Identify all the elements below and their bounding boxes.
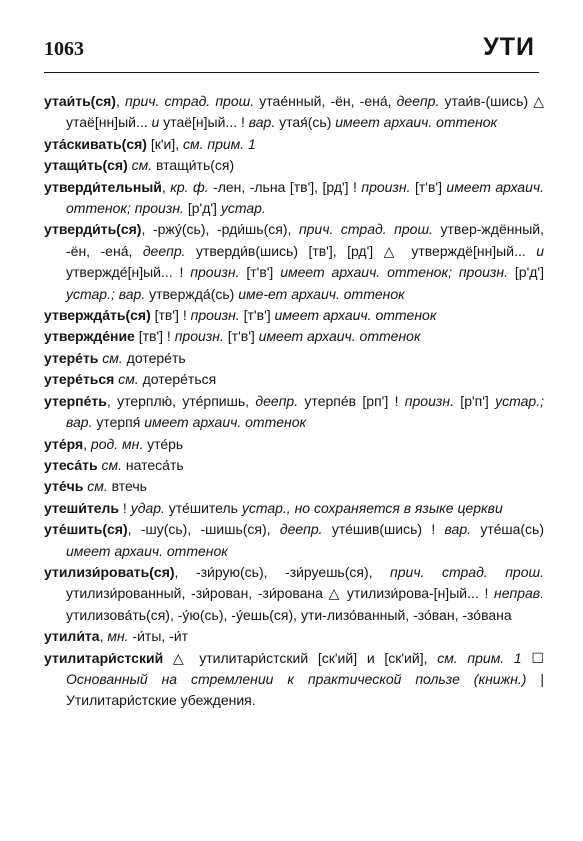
entry-note: деепр.: [396, 93, 440, 109]
entry-text: [ск'ий],: [374, 649, 438, 666]
entry-text: утерпе́в [рп'] !: [298, 392, 405, 409]
entry-text: [т'в']: [239, 307, 275, 324]
entry-text: | Утилитари́стские убеждения.: [66, 670, 544, 709]
dictionary-entry: [44, 498, 544, 519]
entry-text: дотере́ться: [138, 371, 217, 388]
entry-text: и: [366, 649, 375, 666]
dictionary-entry: [44, 177, 544, 220]
dictionary-entry: [44, 326, 544, 347]
entry-note: вар.: [248, 114, 276, 131]
entry-text: утвержда́(сь): [145, 285, 239, 302]
entry-text: , -шу(сь), -шишь(ся),: [127, 521, 280, 538]
entry-note: см.: [87, 478, 108, 495]
entry-text: утвержде́[н]ый... !: [66, 264, 191, 281]
running-head: УТИ: [483, 33, 535, 61]
entry-headword: утеши́тель: [44, 499, 120, 516]
entry-headword: утере́ть: [44, 349, 99, 366]
dictionary-entry: [44, 476, 544, 497]
entry-headword: ута́скивать(ся): [44, 135, 147, 152]
dictionary-entry: [44, 369, 544, 390]
entry-headword: уте́чь: [44, 478, 84, 495]
entry-text: [тв'] !: [134, 328, 175, 345]
entry-text: утерпя́: [92, 414, 145, 431]
dictionary-entry: [44, 648, 544, 712]
entry-note: см.: [102, 349, 123, 366]
entry-note: имеет архаич. оттенок: [258, 328, 421, 345]
dictionary-entry: [44, 348, 544, 369]
entry-text: утилизи́рованный, -зи́рован, -зи́рована △ утилизи́рова-[н]ый... !: [66, 585, 495, 602]
page-number: 1063: [44, 38, 84, 60]
entry-text: , -зи́рую(сь), -зи́руешь(ся),: [174, 563, 391, 580]
entry-text: , -ржу́(сь), -рди́шь(ся),: [141, 221, 299, 238]
entry-text: утвер-ждённый, -ён, -ена́,: [66, 221, 544, 259]
entry-note: см. прим. 1: [437, 649, 522, 666]
entry-text: [тв'] !: [150, 307, 191, 324]
entry-note: произн.: [190, 307, 240, 324]
entry-text: △ утилитари́стский [ск'ий]: [163, 649, 367, 666]
entry-note: деепр.: [142, 242, 186, 259]
entry-headword: утилизи́ровать(ся): [44, 563, 175, 580]
entry-note: произн.: [361, 178, 411, 195]
entry-note: вар.: [444, 521, 472, 538]
entry-text: дотере́ть: [122, 349, 186, 366]
entry-note: удар.: [130, 499, 165, 516]
entry-text: утае́нный, -ён, -ена́,: [254, 93, 397, 109]
entry-text: ,: [83, 435, 91, 452]
entry-text: [т'в']: [239, 264, 281, 281]
entry-headword: уте́шить(ся): [44, 521, 128, 538]
dictionary-entry: [44, 155, 544, 176]
entry-text: уте́ша(сь): [471, 521, 544, 538]
entry-note: деепр.: [255, 392, 299, 409]
entry-headword: утащи́ть(ся): [44, 157, 128, 174]
entry-note: произн.: [174, 328, 224, 345]
entry-text: утверди́в(шись) [тв'], [рд'] △ утверждё[нн]ый...: [185, 242, 537, 259]
entry-text: !: [119, 499, 131, 516]
entry-headword: уте́ря: [44, 435, 84, 452]
dictionary-entry: [44, 562, 544, 626]
entry-note: имеет архаич. оттенок: [274, 307, 437, 324]
dictionary-entry: [44, 219, 544, 305]
entry-note: см. прим. 1: [183, 135, 256, 152]
dictionary-entry: [44, 391, 544, 434]
entry-note: род. мн.: [90, 435, 144, 452]
entry-headword: утаи́ть(ся): [44, 93, 116, 109]
entry-note: деепр.: [279, 521, 323, 538]
dictionary-entry: [44, 626, 544, 647]
entry-headword: утеса́ть: [44, 456, 98, 473]
entry-headword: утилитари́стский: [44, 649, 164, 666]
entry-headword: утерпе́ть: [44, 392, 107, 409]
entry-headword: утверди́ть(ся): [44, 221, 142, 238]
entry-headword: утвержде́ние: [44, 328, 135, 345]
entry-text: , утерплю́, уте́рпишь,: [106, 392, 256, 409]
entry-headword: утере́ться: [44, 371, 115, 388]
entry-note: устар.; вар.: [66, 392, 544, 431]
dictionary-entry: [44, 434, 544, 455]
entry-headword: утвержда́ть(ся): [44, 307, 151, 324]
entry-note: имеет архаич. оттенок; произн.: [280, 264, 509, 281]
entry-text: [р'д']: [508, 264, 544, 281]
dictionary-entry: [44, 519, 544, 562]
entry-text: утаи́в-(шись) △ утаё[нн]ый...: [66, 93, 545, 131]
entry-text: натеса́ть: [122, 456, 184, 473]
entry-note: прич. страд. прош.: [124, 93, 255, 109]
dictionary-entry: [44, 134, 544, 155]
entry-text: утая́(сь): [275, 114, 336, 131]
entry-text: [к'и],: [146, 135, 184, 152]
entry-text: уте́шитель: [164, 499, 242, 516]
entry-text: ☐: [521, 649, 544, 666]
entry-note: устар.: [220, 200, 266, 217]
entry-note: имеет архаич. оттенок: [66, 542, 228, 559]
dictionary-entry: [44, 305, 544, 326]
entry-text: утаё[н]ый... !: [159, 114, 249, 131]
entry-note: устар.; вар.: [66, 285, 146, 302]
entry-note: см.: [118, 371, 139, 388]
entry-note: кр. ф.: [170, 178, 209, 195]
entry-text: втащи́ть(ся): [152, 157, 235, 174]
entry-text: утилизова́ть(ся), -у́ю(сь), -у́ешь(ся), ути-лизо́ванный, -зо́ван, -зо́вана: [66, 606, 512, 623]
entry-note: име-ет архаич. оттенок: [238, 285, 405, 302]
entry-note: произн.: [190, 264, 240, 281]
entry-note: мн.: [107, 628, 129, 645]
entry-note: Основанный на стремлении к практической пользе (книжн.): [66, 670, 527, 687]
dictionary-entry: [44, 455, 544, 476]
entry-text: втечь: [107, 478, 147, 495]
entry-text: [р'п']: [453, 392, 496, 409]
entry-note: имеет архаич. оттенок: [335, 114, 498, 131]
entry-note: прич. страд. прош.: [298, 221, 433, 238]
entry-note: см.: [131, 157, 153, 174]
entry-note: имеет архаич. оттенок: [144, 414, 307, 431]
entry-text: -и́ты, -и́т: [128, 628, 189, 645]
entry-note: см.: [101, 456, 123, 473]
entry-note: имеет архаич. оттенок; произн.: [66, 178, 544, 217]
entry-text: уте́шив(шись) !: [322, 521, 445, 538]
entry-note: и: [151, 114, 160, 131]
entry-text: уте́рь: [143, 435, 184, 452]
entry-headword: утверди́тельный: [44, 178, 162, 195]
entry-text: [т'в']: [223, 328, 259, 345]
entry-text: [т'в']: [410, 178, 447, 195]
entry-note: устар., но сохраняется в языке церкви: [241, 499, 503, 516]
entry-headword: утили́та: [44, 628, 100, 645]
entry-text: -лен, -льна [тв'], [рд'] !: [208, 178, 362, 195]
entry-text: ,: [115, 93, 125, 109]
entry-note: и: [536, 242, 544, 259]
dictionary-entry: [44, 91, 544, 134]
entry-list: [44, 91, 544, 712]
entry-text: ,: [99, 628, 108, 645]
entry-note: неправ.: [494, 585, 544, 602]
entry-text: ,: [161, 178, 171, 195]
entry-text: [р'д']: [183, 200, 221, 217]
entry-note: прич. страд. прош.: [390, 563, 545, 580]
header-rule: [44, 72, 539, 73]
entry-note: произн.: [404, 392, 454, 409]
